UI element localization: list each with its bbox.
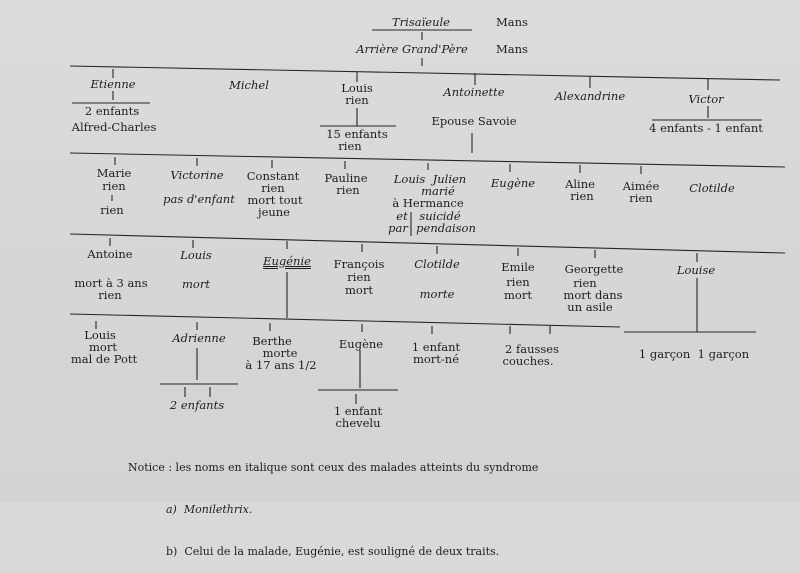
michel: Michel: [229, 78, 269, 92]
berthe: Berthe: [252, 334, 292, 348]
louis-g3-status: mort: [182, 277, 210, 291]
adrienne: Adrienne: [172, 331, 226, 345]
mans-1: Mans: [496, 15, 528, 29]
etienne-kids: 2 enfants: [84, 104, 140, 118]
louis-g1-kids-status: rien: [338, 139, 362, 153]
louise: Louise: [676, 263, 716, 277]
antoinette-spouse: Epouse Savoie: [431, 114, 517, 128]
aimee: Aimée: [622, 179, 660, 193]
francois: François: [333, 257, 385, 271]
louis-julien: Louis Julien: [393, 172, 467, 186]
eugene-kid-status: chevelu: [335, 416, 381, 430]
louis-julien-pendaison: pendaison: [416, 221, 476, 235]
victor: Victor: [688, 92, 724, 106]
clotilde-g3-status: morte: [419, 287, 455, 301]
francois-status: rien: [347, 270, 371, 284]
notice: [128, 433, 538, 573]
adrienne-kids: 2 enfants: [169, 398, 225, 412]
etienne: Etienne: [90, 77, 136, 91]
francois-status-2: mort: [345, 283, 373, 297]
clotilde-g3: Clotilde: [414, 257, 460, 271]
aimee-status: rien: [629, 191, 653, 205]
louis-g4: Louis: [84, 328, 116, 342]
georgette-status: rien: [573, 276, 597, 290]
antoine-status: mort à 3 ans: [74, 276, 148, 290]
louis-julien-hermance: à Hermance: [392, 196, 464, 210]
louis-julien-par: par: [388, 221, 408, 235]
trisaieule: Trisaïeule: [392, 15, 450, 29]
alexandrine: Alexandrine: [554, 89, 626, 103]
enfant-mort-ne: 1 enfant: [411, 340, 461, 354]
enfant-mort-ne-status: mort-né: [412, 352, 460, 366]
etienne-names: Alfred-Charles: [71, 120, 157, 134]
louis-julien-suicide: suicidé: [419, 209, 461, 223]
marie-status-2: rien: [100, 203, 124, 217]
georgette-status-2: mort dans: [563, 288, 623, 302]
notice-line-2: a) Monilethrix.: [166, 503, 253, 516]
emile-status-2: mort: [504, 288, 532, 302]
louis-g4-status: mort: [89, 340, 117, 354]
notice-line-3: b) Celui de la malade, Eugénie, est souligné de deux traits.: [166, 545, 500, 558]
berthe-status-2: à 17 ans 1/2: [245, 358, 317, 372]
victorine-status: pas d'enfant: [163, 192, 235, 206]
antoine-status-2: rien: [98, 288, 122, 302]
clotilde-g2: Clotilde: [689, 181, 735, 195]
constant: Constant: [246, 169, 300, 183]
louis-g1-status: rien: [345, 93, 369, 107]
berthe-status: morte: [262, 346, 298, 360]
victorine: Victorine: [170, 168, 224, 182]
constant-status-3: jeune: [258, 205, 290, 219]
eugenie-patient: Eugénie: [263, 254, 311, 268]
louis-julien-marie: marié: [421, 184, 455, 198]
victor-kids: 4 enfants - 1 enfant: [649, 121, 763, 135]
georgette-status-3: un asile: [567, 300, 613, 314]
constant-status: rien: [261, 181, 285, 195]
pauline: Pauline: [324, 171, 368, 185]
louis-g3: Louis: [180, 248, 212, 262]
louis-g1-kids: 15 enfants: [326, 127, 388, 141]
louis-g4-status-2: mal de Pott: [70, 352, 138, 366]
mans-2: Mans: [496, 42, 528, 56]
pauline-status: rien: [336, 183, 360, 197]
emile: Emile: [501, 260, 535, 274]
antoinette: Antoinette: [443, 85, 505, 99]
arriere-grand-pere: Arrière Grand'Père: [356, 42, 468, 56]
eugene-g2: Eugène: [490, 176, 536, 190]
aline: Aline: [565, 177, 595, 191]
marie: Marie: [96, 166, 132, 180]
notice-line-1: Notice : les noms en italique sont ceux des malades atteints du syndrome: [128, 461, 539, 474]
eugene-kid: 1 enfant: [333, 404, 383, 418]
garcons: 1 garçon 1 garçon: [638, 347, 750, 361]
antoine: Antoine: [87, 247, 133, 261]
aline-status: rien: [570, 189, 594, 203]
emile-status: rien: [506, 275, 530, 289]
louis-julien-et: et: [396, 209, 408, 223]
louis-g1: Louis: [341, 81, 373, 95]
marie-status-1: rien: [102, 179, 126, 193]
georgette: Georgette: [564, 262, 624, 276]
fausses-couches-status: couches.: [502, 354, 554, 368]
constant-status-2: mort tout: [247, 193, 303, 207]
eugene-g4: Eugène: [338, 337, 384, 351]
fausses-couches: 2 fausses: [504, 342, 560, 356]
